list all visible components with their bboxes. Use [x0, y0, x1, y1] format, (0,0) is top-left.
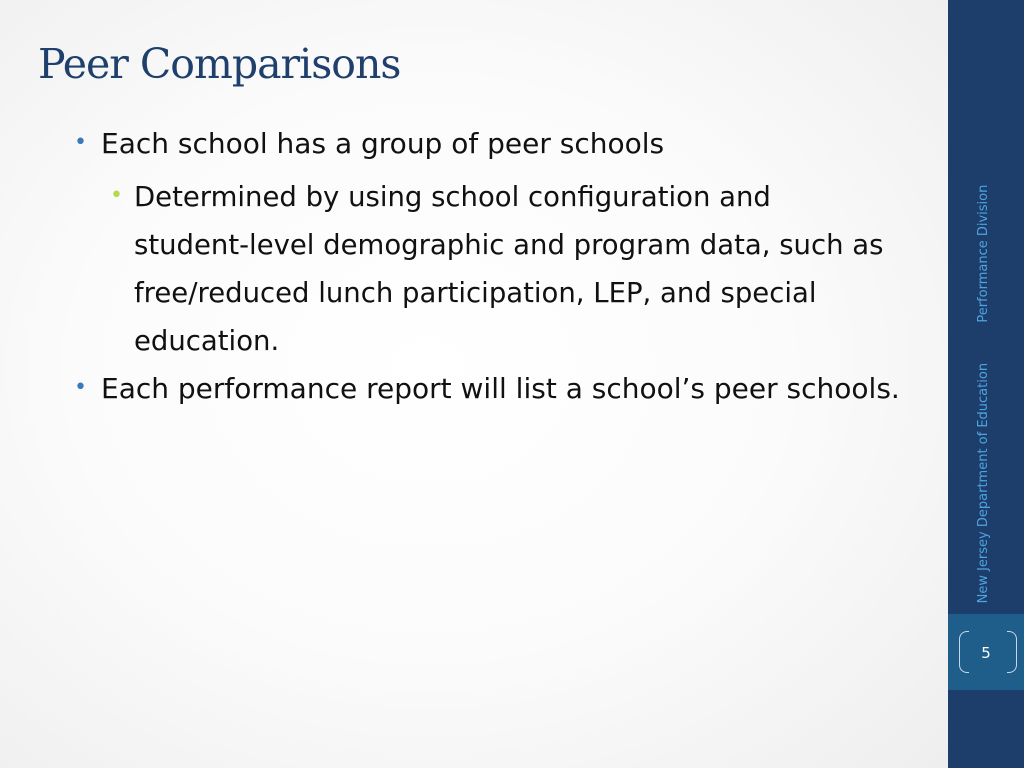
sub-bullet-dot-icon: • — [110, 183, 123, 208]
footer-organization: New Jersey Department of Education — [976, 362, 991, 604]
page-number: 5 — [981, 644, 991, 662]
page-number-box — [948, 614, 1024, 690]
bullet-item-level1 — [70, 365, 900, 413]
right-bracket-icon — [1007, 631, 1017, 673]
bullet-item-level2 — [70, 173, 900, 365]
bullet-list — [70, 120, 900, 413]
bullet-text: Determined by using school configuration and student-level demographic and program data, such as free/reduced lunch participation, LEP, and special education. — [134, 181, 884, 357]
footer-division: Performance Division — [976, 184, 991, 323]
bullet-dot-icon: • — [74, 130, 87, 155]
vertical-footer — [973, 184, 995, 604]
bullet-dot-icon: • — [74, 375, 87, 400]
slide-title: Peer Comparisons — [38, 40, 401, 88]
bullet-text: Each school has a group of peer schools — [101, 127, 665, 160]
bullet-text: Each performance report will list a school’s peer schools. — [101, 372, 900, 405]
bullet-item-level1 — [70, 120, 900, 168]
